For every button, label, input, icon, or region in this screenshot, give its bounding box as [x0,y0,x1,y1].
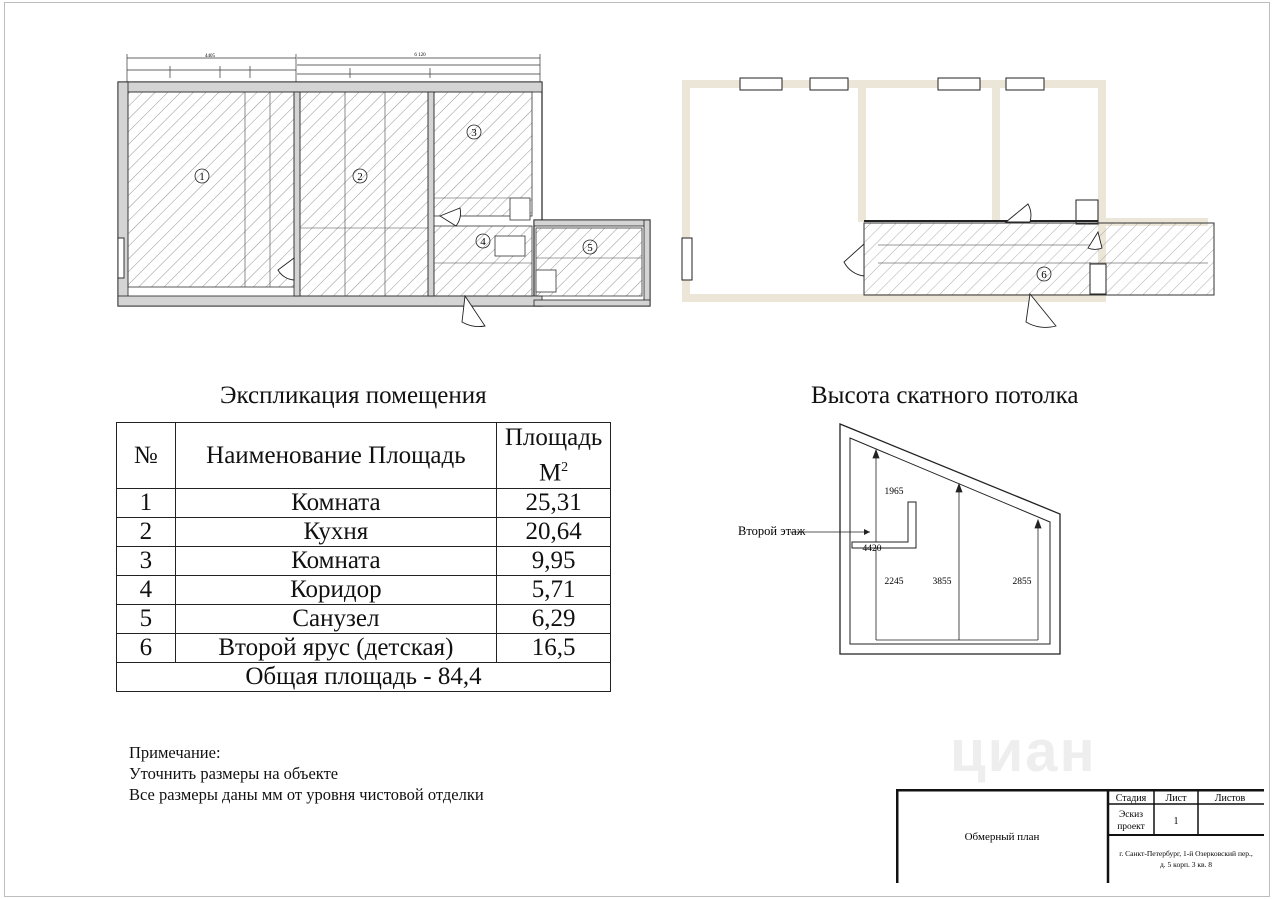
title-block-stamp [896,789,1264,883]
header-area [497,423,611,489]
ceiling-dim-3855: 3855 [932,577,952,587]
stamp-stage-line-2: проект [1117,822,1145,832]
table-row [117,518,611,547]
dim-width-1: 4405 [205,54,215,59]
stamp-stage-line-1: Эскиз [1119,810,1143,820]
row-number: 1 [117,489,176,518]
row-number: 6 [117,634,176,663]
header-number: № [117,423,176,489]
header-area-unit: М [538,459,562,487]
row-area: 9,95 [497,547,611,576]
row-area: 25,31 [497,489,611,518]
stamp-title: Обмерный план [964,831,1040,843]
table-total-row [117,663,611,692]
room-label-5: 5 [587,242,593,254]
row-number: 5 [117,605,176,634]
row-name: Комната [175,547,496,576]
table-row [117,489,611,518]
floor-plan-second-level [678,72,1218,334]
explication-title: Экспликация помещения [220,382,487,409]
stamp-sheet-value: 1 [1173,816,1179,827]
floor-plan-first-level [110,48,660,330]
room-label-6: 6 [1041,269,1047,281]
ceiling-section-diagram [730,418,1070,660]
room-label-3: 3 [471,127,477,139]
row-number: 4 [117,576,176,605]
row-area: 20,64 [497,518,611,547]
stamp-address-line-1: г. Санкт-Петербург, 1-й Озерковский пер., [1119,849,1253,858]
room-label-1: 1 [199,171,205,183]
note-line-1: Уточнить размеры на объекте [129,764,339,783]
table-header-row [117,423,611,489]
row-name: Санузел [175,605,496,634]
table-row [117,547,611,576]
ceiling-dim-4420: 4420 [862,544,882,554]
table-row [117,605,611,634]
room-label-4: 4 [480,236,486,248]
row-number: 2 [117,518,176,547]
row-area: 6,29 [497,605,611,634]
row-name: Второй ярус (детская) [175,634,496,663]
row-area: 16,5 [497,634,611,663]
ceiling-dim-1965: 1965 [884,487,904,497]
explication-table [116,422,611,692]
row-number: 3 [117,547,176,576]
stamp-col-sheet: Лист [1165,793,1187,804]
header-area-sup: 2 [561,460,569,475]
row-name: Коридор [175,576,496,605]
stamp-col-sheets: Листов [1214,793,1246,804]
table-row [117,576,611,605]
note-line-2: Все размеры даны мм от уровня чистовой отделки [129,785,484,804]
dim-width-2: 6 120 [414,53,426,58]
note-block [129,742,484,805]
header-area-label: Площадь [504,424,603,451]
header-name: Наименование Площадь [175,423,496,489]
stamp-address-line-2: д. 5 корп. 3 кв. 8 [1159,860,1213,869]
table-row [117,634,611,663]
note-title: Примечание: [129,743,221,762]
watermark-logo: циан [950,719,1097,784]
row-name: Кухня [175,518,496,547]
row-area: 5,71 [497,576,611,605]
second-floor-label: Второй этаж [738,524,806,538]
ceiling-title: Высота скатного потолка [811,382,1079,409]
ceiling-dim-2245: 2245 [884,577,904,587]
row-name: Комната [175,489,496,518]
total-area: Общая площадь - 84,4 [117,663,611,692]
ceiling-dim-2855: 2855 [1012,577,1032,587]
room-label-2: 2 [357,171,363,183]
stamp-col-stage: Стадия [1115,793,1147,804]
